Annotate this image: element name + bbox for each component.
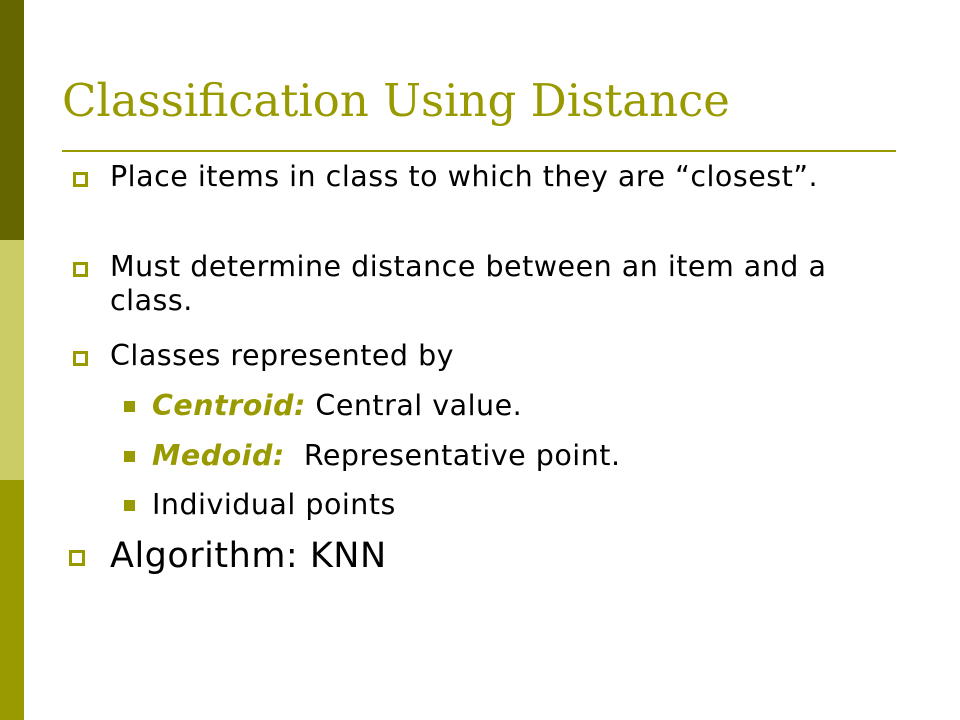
- hollow-square-bullet-icon: [73, 262, 88, 277]
- bullet-item: [110, 250, 870, 318]
- hollow-square-bullet-icon: [69, 550, 85, 566]
- filled-square-bullet-icon: [124, 401, 135, 412]
- sub-bullet-item: [152, 389, 852, 423]
- sub-bullet-text: Representative point.: [284, 439, 621, 472]
- filled-square-bullet-icon: [124, 500, 135, 511]
- term-centroid: Centroid:: [152, 389, 306, 422]
- sub-bullet-item: [152, 439, 852, 473]
- sub-bullet-text: Individual points: [152, 488, 396, 521]
- term-medoid: Medoid:: [152, 439, 285, 472]
- bullet-item: [110, 339, 870, 373]
- hollow-square-bullet-icon: [73, 172, 88, 187]
- filled-square-bullet-icon: [124, 451, 135, 462]
- bullet-item: [110, 536, 870, 576]
- bullet-text: Classes represented by: [110, 339, 455, 372]
- slide-title: Classification Using Distance: [62, 74, 730, 127]
- bullet-text: Place items in class to which they are “closest”.: [110, 160, 819, 193]
- bullet-text: Must determine distance between an item and a class.: [110, 250, 827, 317]
- sub-bullet-item: [152, 488, 852, 522]
- bullet-item: [110, 160, 870, 194]
- hollow-square-bullet-icon: [73, 351, 88, 366]
- sub-bullet-text: Central value.: [305, 389, 523, 422]
- bullet-text: Algorithm: KNN: [110, 536, 387, 576]
